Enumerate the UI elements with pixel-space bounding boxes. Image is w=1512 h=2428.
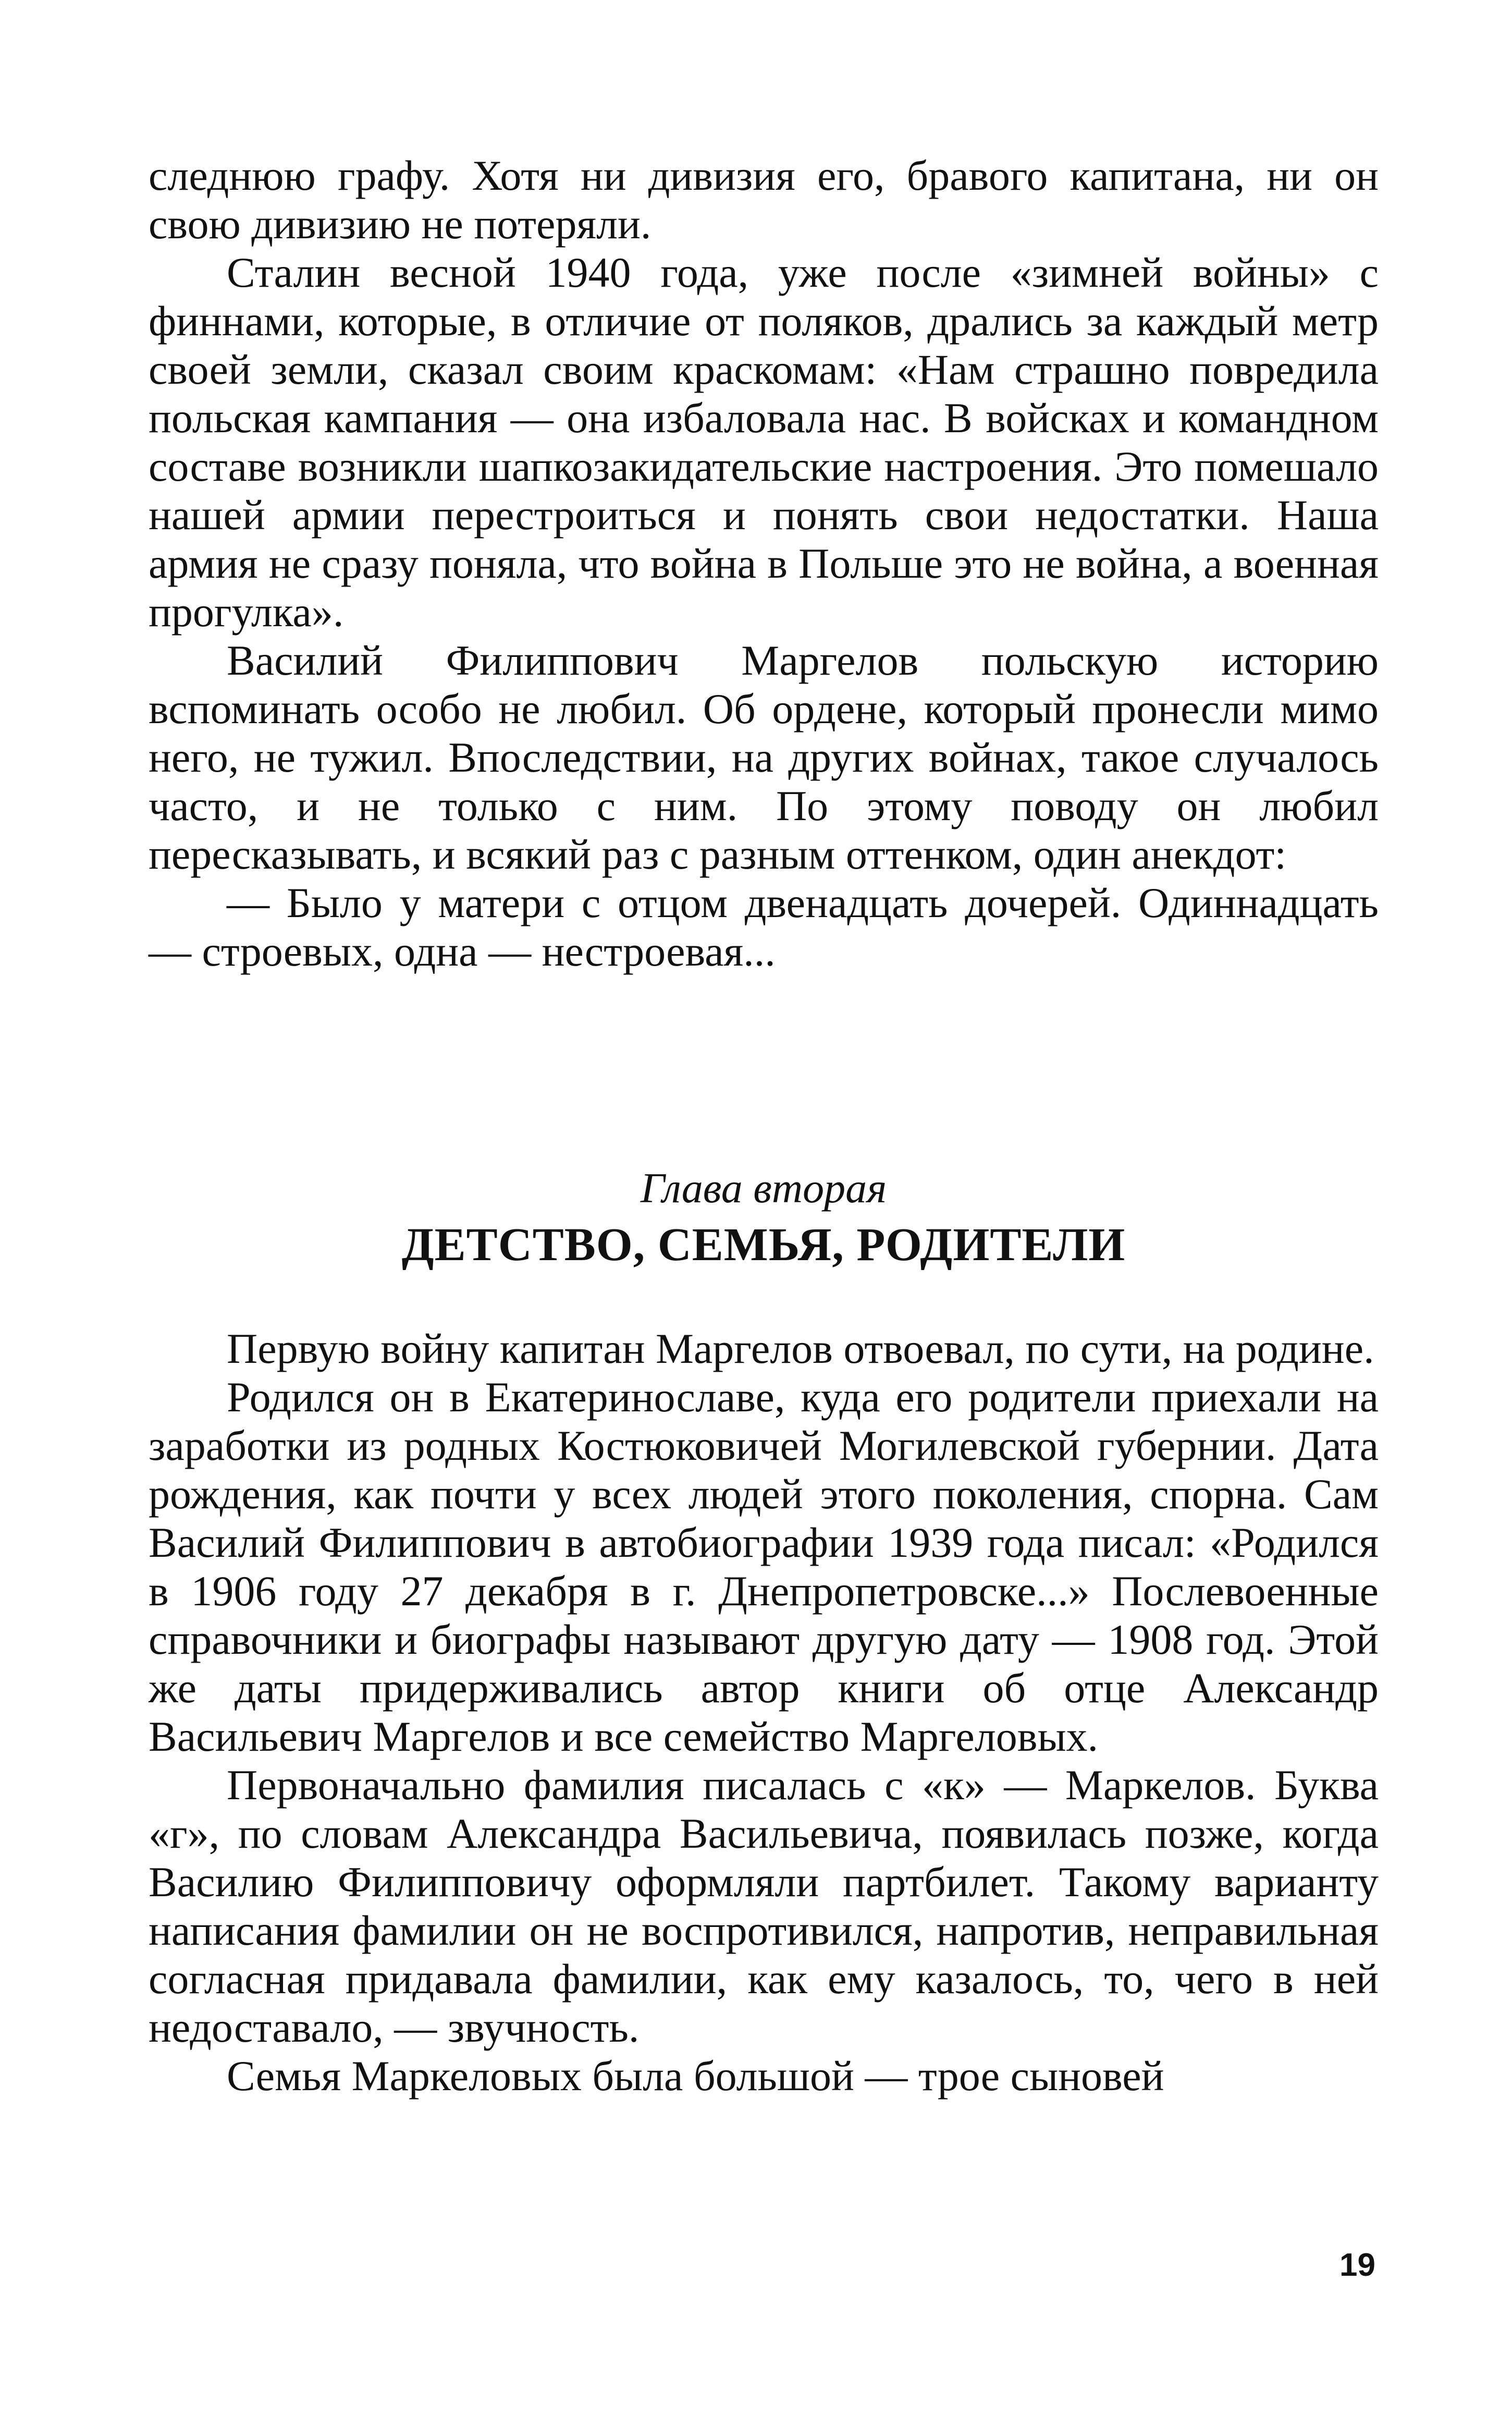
page-number: 19: [1339, 2247, 1375, 2283]
paragraph-stalin-quote: Сталин весной 1940 года, уже после «зимней войны» с финнами, которые, в отличие от поляков, дрались за каждый метр своей земли, сказал своим краскомам: «Нам страшно повредила польская кампания — она избаловала нас. В войсках и командном составе возникли шапкозакидательские настроения. Это помешало нашей армии перестроиться и понять свои недостатки. Наша армия не сразу поняла, что война в Польше это не война, а военная прогулка».: [149, 249, 1379, 636]
paragraph-continuation: следнюю графу. Хотя ни дивизия его, бравого капитана, ни он свою дивизию не потеряли.: [149, 152, 1379, 248]
paragraph-family: Семья Маркеловых была большой — трое сыновей: [227, 2052, 1164, 2100]
chapter-title: ДЕТСТВО, СЕМЬЯ, РОДИТЕЛИ: [401, 1219, 1126, 1271]
paragraph-surname: Первоначально фамилия писалась с «к» — Маркелов. Буква «г», по словам Александра Васильевича, появилась позже, когда Василию Филипповичу оформляли партбилет. Такому варианту написания фамилии он не воспротивился, напротив, неправильная согласная придавала фамилии, как ему казалось, то, чего в ней недоставало, — звучность.: [149, 1761, 1379, 2051]
paragraph-margelov-memory: Василий Филиппович Маргелов польскую историю вспоминать особо не любил. Об ордене, который пронесли мимо него, не тужил. Впоследствии, на других войнах, такое случалось часто, и не только с ним. По этому поводу он любил пересказывать, и всякий раз с разным оттенком, один анекдот:: [149, 637, 1379, 878]
chapter-label: Глава вторая: [640, 1164, 887, 1212]
top-text-block: [149, 151, 1379, 975]
paragraph-first-war: Первую войну капитан Маргелов отвоевал, по сути, на родине.: [227, 1325, 1374, 1372]
bottom-text-block: [149, 1324, 1379, 2100]
paragraph-birth: Родился он в Екатеринославе, куда его родители приехали на заработки из родных Костюковичей Могилевской губернии. Дата рождения, как почти у всех людей этого поколения, спорна. Сам Василий Филиппович в автобиографии 1939 года писал: «Родился в 1906 году 27 декабря в г. Днепропетровске...» Послевоенные справочники и биографы называют другую дату — 1908 год. Этой же даты придерживались автор книги об отце Александр Васильевич Маргелов и все семейство Маргеловых.: [149, 1373, 1379, 1760]
paragraph-anecdote: — Было у матери с отцом двенадцать дочерей. Одиннадцать — строевых, одна — нестроевая...: [149, 879, 1379, 975]
